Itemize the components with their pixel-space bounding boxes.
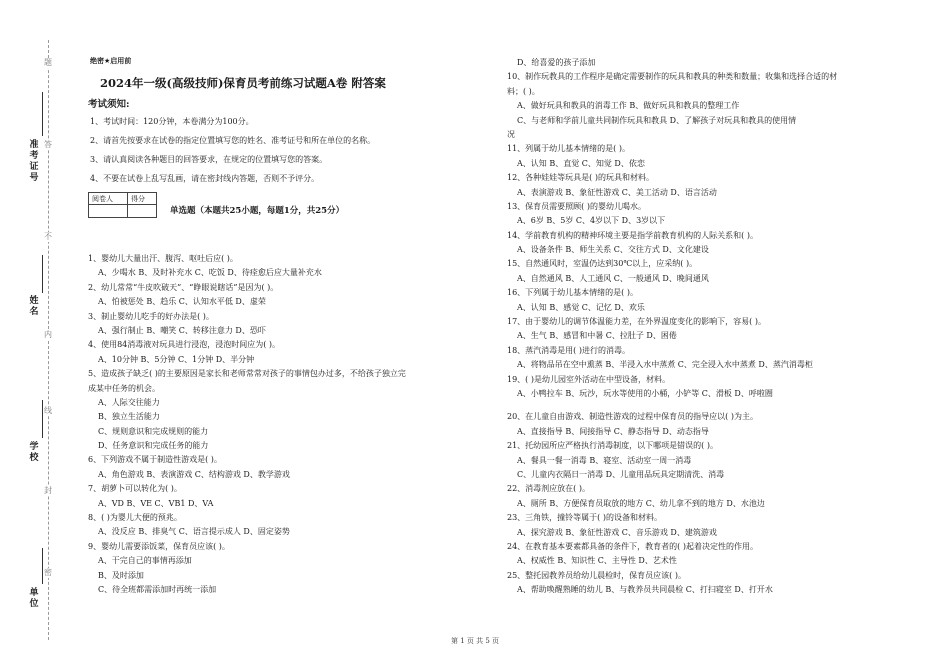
answer-options: A、帮助唤醒熟睡的幼儿 B、与教养员共同晨检 C、打扫寝室 D、打开水 — [517, 585, 773, 595]
answer-options: B、及时添加 — [98, 570, 144, 580]
question-text: 11、列属于幼儿基本情绪的是( )。 — [507, 144, 630, 154]
question-text: 3、制止婴幼儿吃手的好办法是( )。 — [88, 311, 214, 321]
question-text: 况 — [507, 129, 515, 139]
answer-options: A、VD B、VE C、VB1 D、VA — [98, 498, 214, 508]
answer-options: A、6岁 B、5岁 C、4岁以下 D、3岁以下 — [517, 216, 666, 226]
answer-options: A、角色游戏 B、表演游戏 C、结构游戏 D、教学游戏 — [98, 469, 290, 479]
answer-options: C、待全班都需添加时再统一添加 — [98, 584, 217, 594]
grader-cell[interactable] — [89, 205, 128, 218]
page-footer: 第 1 页 共 5 页 — [450, 637, 500, 645]
unit-label: 单位 — [29, 588, 39, 609]
question-text: 16、下列属于幼儿基本情绪的是( )。 — [507, 288, 638, 298]
seal-mark: 答 — [40, 140, 56, 150]
question-text: 8、( )为婴儿大便的预兆。 — [88, 513, 182, 523]
question-text: 22、消毒剂应放在( )。 — [507, 484, 590, 494]
question-text: 17、由于婴幼儿的调节体温能力差，在外界温度变化的影响下，容易( )。 — [507, 317, 766, 327]
answer-options: A、10分钟 B、5分钟 C、1分钟 D、半分钟 — [98, 354, 255, 364]
answer-options: B、独立生活能力 — [98, 412, 160, 422]
question-text: 10、制作玩教具的工作程序是确定需要制作的玩具和教具的种类和数量；收集和选择合适的材 — [507, 72, 838, 82]
seal-mark: 线 — [40, 406, 56, 416]
secret-mark: 绝密★启用前 — [90, 57, 132, 65]
section-title: 单选题（本题共25小题，每题1分，共25分） — [170, 206, 345, 216]
question-text: 19、( )是幼儿园室外活动在中型设备，材料。 — [507, 374, 670, 384]
score-cell[interactable] — [128, 205, 157, 218]
question-text: 12、各种娃娃等玩具是( )的玩具和材料。 — [507, 173, 654, 183]
left-question-list — [88, 252, 500, 597]
notice-item: 4、不要在试卷上乱写乱画，请在密封线内答题，否则不予评分。 — [90, 174, 320, 183]
seal-mark: 封 — [40, 486, 56, 496]
question-text: 21、托幼园所应严格执行消毒制度，以下哪项是错误的( )。 — [507, 441, 718, 451]
answer-options: A、权威性 B、知识性 C、主导性 D、艺术性 — [517, 556, 677, 566]
grader-header: 阅卷人 — [89, 193, 128, 205]
left-column — [88, 56, 500, 597]
answer-options: A、表演游戏 B、象征性游戏 C、美工活动 D、语言活动 — [517, 187, 717, 197]
seal-mark: 密 — [40, 568, 56, 578]
right-question-list — [507, 56, 912, 597]
right-column — [507, 56, 912, 597]
question-text: 23、三角铁，撞铃等属于( )的设备和材料。 — [507, 513, 662, 523]
answer-options: A、小鸭拉车 B、玩沙，玩水等使用的小桶，小铲等 C、滑板 D、呼啦圈 — [517, 388, 773, 398]
answer-options: A、干完自己的事情再添加 — [98, 556, 192, 566]
question-text: 14、学前教育机构的精神环境主要是指学前教育机构的人际关系和( )。 — [507, 230, 758, 240]
answer-options: A、少喝水 B、及时补充水 C、吃饭 D、待痊愈后应大量补充水 — [98, 268, 322, 278]
name-label: 姓名 — [29, 296, 39, 317]
notice-item: 1、考试时间：120分钟，本卷满分为100分。 — [90, 117, 254, 126]
question-text: 20、在儿童自由游戏、制造性游戏的过程中保育员的指导应以( )为主。 — [507, 412, 758, 422]
answer-options: C、与老师和学前儿童共同制作玩具和教具 D、了解孩子对玩具和教具的使用情 — [517, 115, 797, 125]
answer-options: A、自然通风 B、人工通风 C、一般通风 D、晚间通风 — [517, 273, 709, 283]
score-header: 得分 — [128, 193, 157, 205]
exam-title: 2024年一级(高级技师)保育员考前练习试题A卷 附答案 — [100, 76, 386, 90]
question-text: 25、整托园教养员给幼儿晨检时，保育员应该( )。 — [507, 570, 686, 580]
answer-options: A、将物品吊在空中熏蒸 B、半浸入水中蒸煮 C、完全浸入水中蒸煮 D、蒸汽消毒柜 — [517, 360, 813, 370]
school-label: 学校 — [29, 442, 39, 463]
answer-options: A、探究游戏 B、象征性游戏 C、音乐游戏 D、建筑游戏 — [517, 527, 717, 537]
seal-dashed-line — [48, 40, 49, 640]
question-text: 4、使用84消毒液对玩具进行浸泡，浸泡时间应为( )。 — [88, 340, 281, 350]
seal-mark: 不 — [40, 232, 56, 242]
question-text: 6、下列游戏不属于制造性游戏是( )。 — [88, 455, 222, 465]
question-text: 成某中任务的机会。 — [88, 383, 160, 393]
answer-options: D、任务意识和完成任务的能力 — [98, 441, 209, 451]
answer-options: A、餐具一餐一消毒 B、寝室、活动室一周一消毒 — [517, 455, 692, 465]
answer-options: A、生气 B、感冒和中暑 C、拉肚子 D、困倦 — [517, 331, 677, 341]
question-text: 24、在教育基本要素都具备的条件下，教育者的( )起着决定性的作用。 — [507, 541, 758, 551]
answer-options: A、认知 B、感觉 C、记忆 D、欢乐 — [517, 302, 645, 312]
answer-options: A、做好玩具和教具的消毒工作 B、做好玩具和教具的整理工作 — [517, 101, 740, 111]
notice-list — [88, 112, 500, 188]
answer-options: A、厕所 B、方便保育员取放的地方 C、幼儿拿不到的地方 D、水池边 — [517, 498, 765, 508]
question-text: 2、幼儿常常“牛皮吹破天”、“睁眼说瞎话”是因为( )。 — [88, 282, 279, 292]
question-text: 13、保育员需要照顾( )的婴幼儿喝水。 — [507, 201, 646, 211]
question-text: 9、婴幼儿需要添饭菜，保育员应该( )。 — [88, 541, 230, 551]
question-text: 18、蒸汽消毒是用( )进行的消毒。 — [507, 345, 630, 355]
seal-mark: 内 — [40, 330, 56, 340]
question-text: 1、婴幼儿大量出汗、腹泻、呕吐后应( )。 — [88, 254, 238, 263]
question-text: 料；( )。 — [507, 86, 540, 96]
answer-options: A、没反应 B、排臭气 C、语言提示成人 D、固定姿势 — [98, 527, 290, 537]
score-table — [88, 192, 157, 218]
notice-item: 2、请首先按要求在试卷的指定位置填写您的姓名、准考证号和所在单位的名称。 — [90, 136, 376, 145]
exam-number-field[interactable] — [42, 92, 44, 136]
answer-options: A、人际交往能力 — [98, 397, 160, 407]
answer-options: A、强行制止 B、嘲笑 C、转移注意力 D、恐吓 — [98, 325, 266, 335]
name-field[interactable] — [42, 255, 44, 293]
answer-options: D、给喜爱的孩子添加 — [517, 58, 596, 67]
unit-field[interactable] — [42, 548, 44, 584]
answer-options: C、规则意识和完成规则的能力 — [98, 426, 209, 436]
answer-options: A、直接指导 B、间接指导 C、静态指导 D、动态指导 — [517, 426, 709, 436]
answer-options: A、怕被惩处 B、趋乐 C、认知水平低 D、虚荣 — [98, 297, 266, 307]
answer-options: A、认知 B、直觉 C、知觉 D、依恋 — [517, 158, 645, 168]
exam-number-label: 准考证号 — [29, 140, 39, 183]
answer-options: A、设备条件 B、师生关系 C、交往方式 D、文化建设 — [517, 245, 709, 255]
score-row — [88, 192, 500, 218]
notice-item: 3、请认真阅读各种题目的回答要求，在规定的位置填写您的答案。 — [90, 155, 328, 164]
question-text: 5、造成孩子缺乏( )的主要原因是家长和老师常常对孩子的事情包办过多，不给孩子独立完 — [88, 369, 406, 379]
school-field[interactable] — [42, 400, 44, 438]
question-text: 7、胡萝卜可以转化为( )。 — [88, 484, 182, 494]
question-text: 15、自然通风时，室温仍达到30℃以上，应采纳( )。 — [507, 259, 698, 269]
binding-strip — [0, 0, 62, 671]
notice-heading: 考试须知: — [88, 99, 130, 110]
seal-mark: 题 — [40, 58, 56, 68]
answer-options: C、儿童内衣隔日一消毒 D、儿童用品玩具定期清洗、消毒 — [517, 469, 725, 479]
